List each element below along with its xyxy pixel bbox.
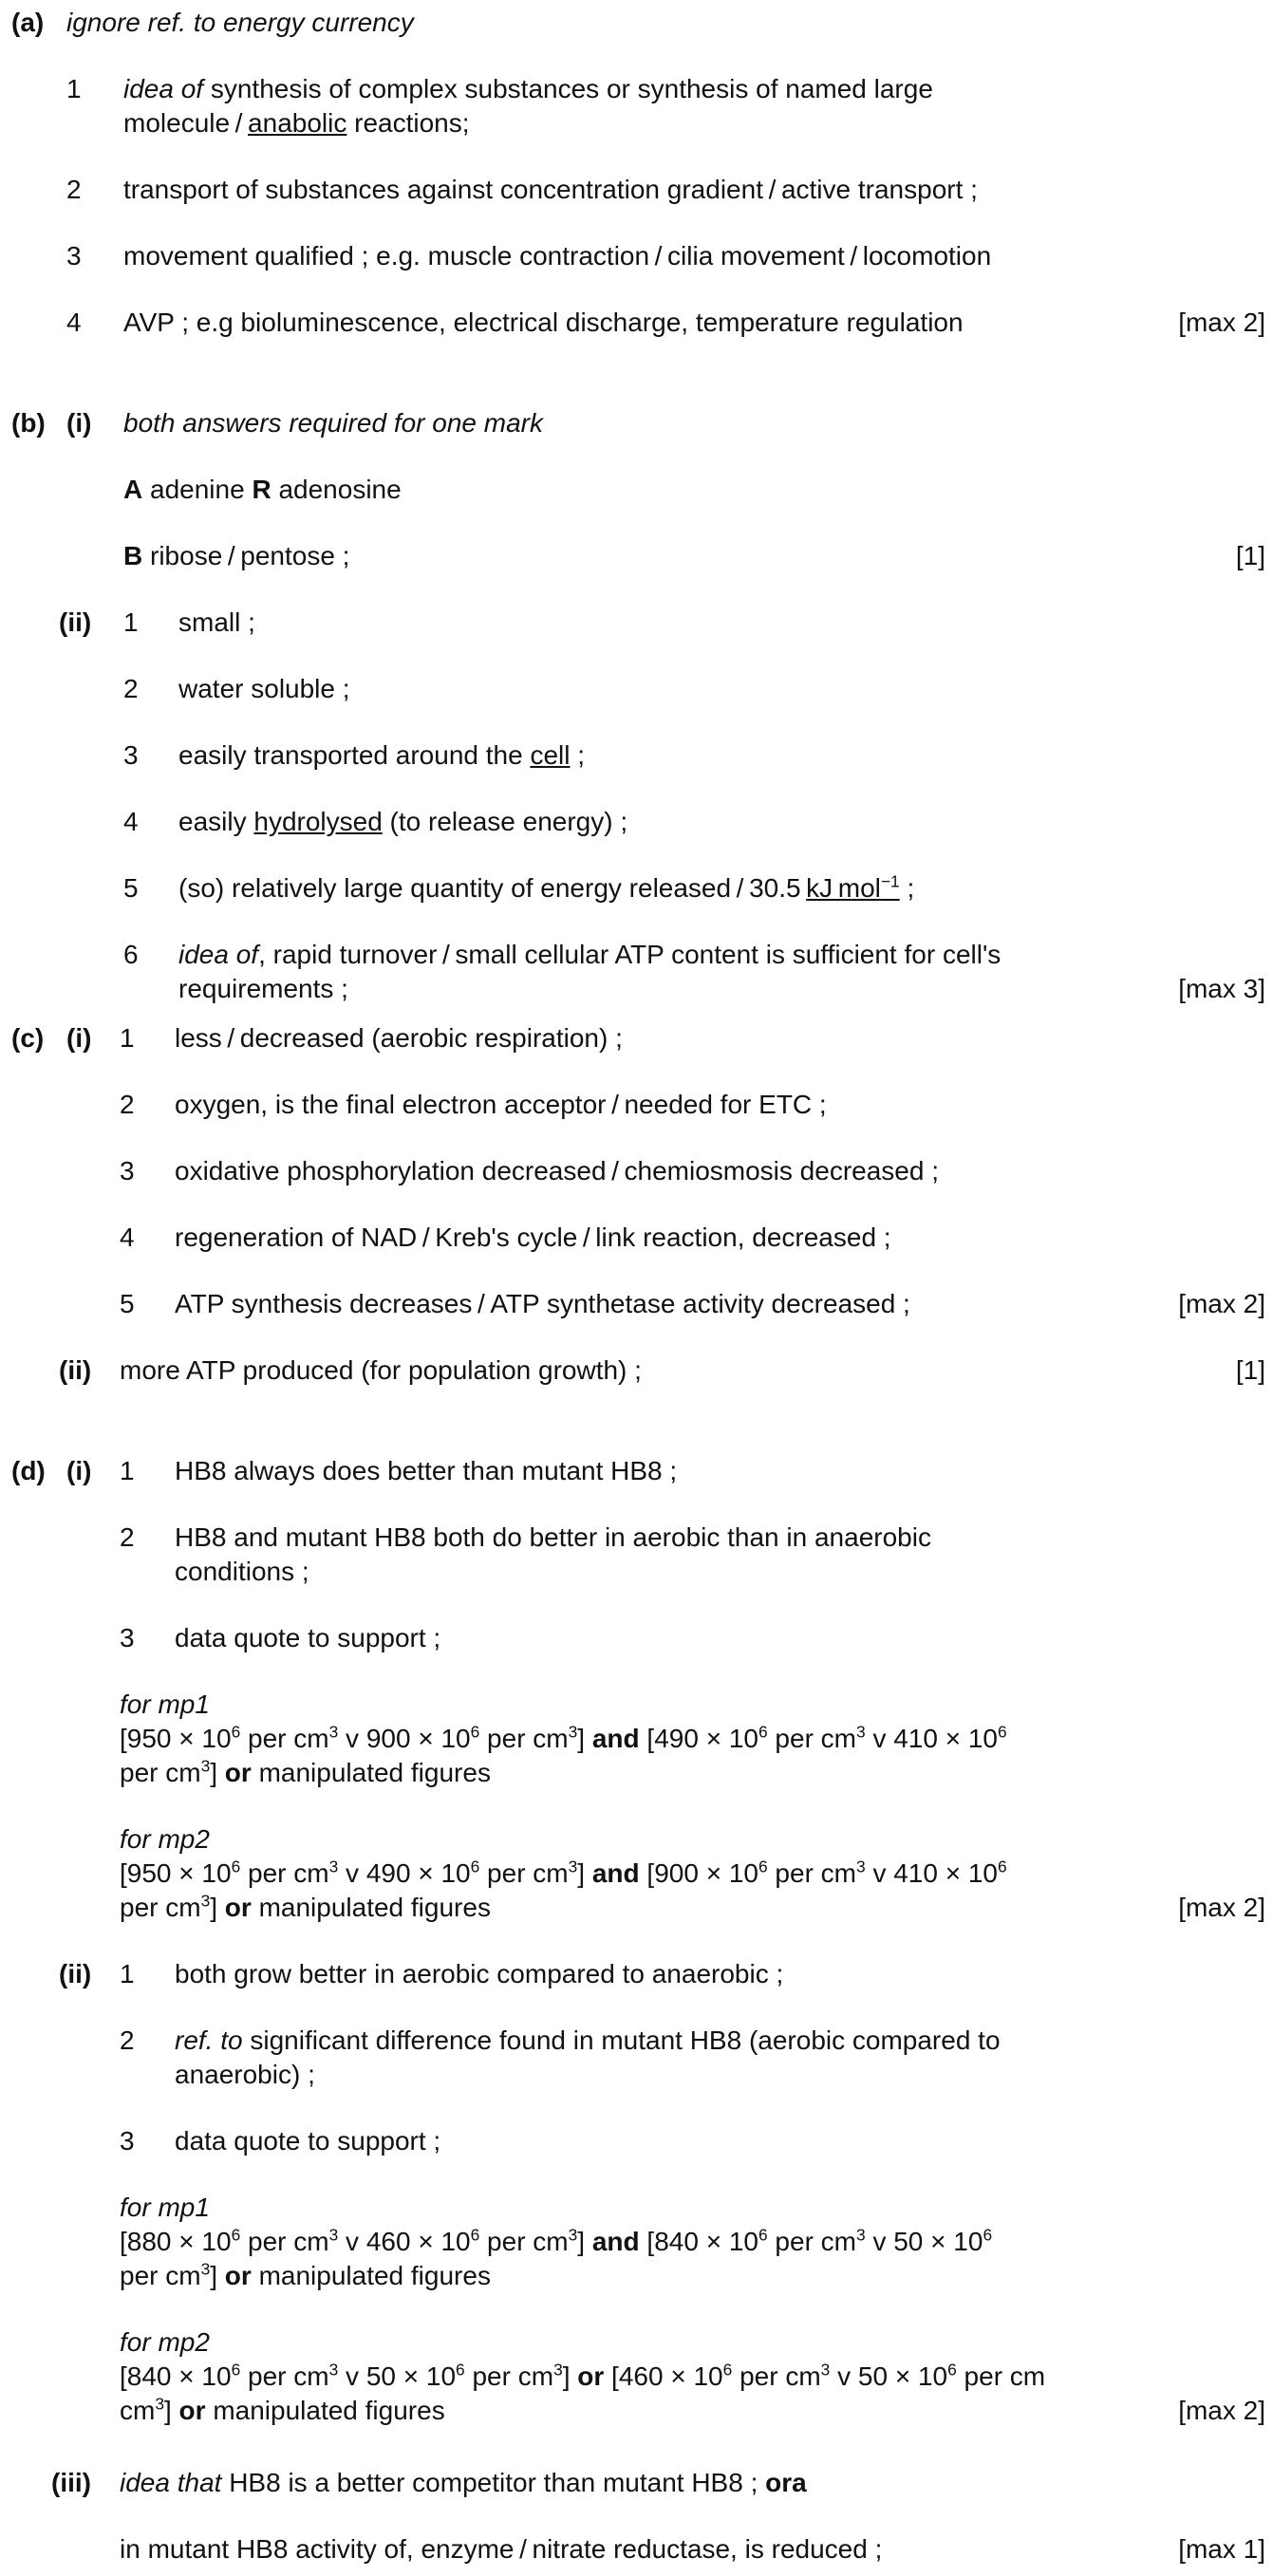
marking-point-text: less / decreased (aerobic respiration) ; xyxy=(175,1023,623,1053)
mp-label: for mp1 xyxy=(120,1689,210,1719)
mark-allocation: [max 2] xyxy=(1178,2396,1265,2425)
marking-point-text: anaerobic) ; xyxy=(175,2060,315,2089)
marking-point-text: requirements ; xyxy=(178,974,348,1003)
subpart-label: (ii) xyxy=(59,1959,92,1988)
marking-point-text: HB8 always does better than mutant HB8 ; xyxy=(175,1456,678,1485)
marking-point-text: conditions ; xyxy=(175,1557,309,1586)
marking-point-text: easily transported around the cell ; xyxy=(178,740,586,770)
subpart-label: (ii) xyxy=(59,607,92,637)
marking-point-text: ATP synthesis decreases / ATP synthetase activity decreased ; xyxy=(175,1289,910,1318)
marking-point-text: AVP ; e.g bioluminescence, electrical discharge, temperature regulation xyxy=(123,308,964,337)
marking-point-text: ref. to significant difference found in mutant HB8 (aerobic compared to xyxy=(175,2025,1001,2055)
point-number: 2 xyxy=(123,674,139,703)
marking-point-text: idea of, rapid turnover / small cellular ATP content is sufficient for cell's xyxy=(178,940,1002,969)
marking-point-text: B ribose / pentose ; xyxy=(123,541,350,570)
mark-allocation: [max 2] xyxy=(1178,1893,1265,1922)
marking-point-text: A adenine R adenosine xyxy=(123,475,402,504)
mp-label: for mp1 xyxy=(120,2193,210,2222)
point-number: 2 xyxy=(120,1090,135,1119)
mark-allocation: [max 3] xyxy=(1178,974,1265,1003)
point-number: 5 xyxy=(123,873,139,903)
point-number: 2 xyxy=(66,175,82,204)
mark-allocation: [max 2] xyxy=(1178,1289,1265,1318)
subpart-label: (i) xyxy=(66,408,92,438)
point-number: 3 xyxy=(120,1156,135,1185)
mark-allocation: [1] xyxy=(1235,541,1265,570)
point-number: 6 xyxy=(123,940,139,969)
data-quote: $cm^3$] or manipulated figures xyxy=(120,2394,445,2425)
marking-point-text: molecule / anabolic reactions; xyxy=(123,108,470,138)
point-number: 4 xyxy=(66,308,82,337)
point-number: 1 xyxy=(66,74,82,103)
marking-point-text: small ; xyxy=(178,607,255,637)
mark-allocation: [1] xyxy=(1235,1355,1265,1385)
mp-label: for mp2 xyxy=(120,1824,210,1854)
part-a-note: ignore ref. to energy currency xyxy=(66,8,414,37)
point-number: 5 xyxy=(120,1289,135,1318)
part-c-label: (c) xyxy=(11,1023,45,1053)
marking-point-text: regeneration of NAD / Kreb's cycle / link reaction, decreased ; xyxy=(175,1223,891,1252)
data-quote: [$840 \times 10^6$ per $cm^3$ v $50 \times 10^6$ per $cm^3$] or [$460 \times 10^6$ per $cm^3$ v $50 \times 10^6$ per cm xyxy=(120,2360,1046,2391)
point-number: 3 xyxy=(120,1623,135,1652)
data-quote: per $cm^3$] or manipulated figures xyxy=(120,2259,491,2290)
part-d-label: (d) xyxy=(11,1456,46,1485)
marking-note: both answers required for one mark xyxy=(123,408,543,438)
subpart-label: (i) xyxy=(66,1456,92,1485)
marking-point-text: data quote to support ; xyxy=(175,1623,441,1652)
subpart-label: (ii) xyxy=(59,1355,92,1385)
marking-point-text: idea of synthesis of complex substances or synthesis of named large xyxy=(123,74,933,103)
mp-label: for mp2 xyxy=(120,2327,210,2357)
marking-point-text: water soluble ; xyxy=(178,674,350,703)
marking-point-text: oxidative phosphorylation decreased / chemiosmosis decreased ; xyxy=(175,1156,939,1185)
marking-point-text: idea that HB8 is a better competitor than mutant HB8 ; ora xyxy=(120,2468,807,2497)
marking-point-text: transport of substances against concentration gradient / active transport ; xyxy=(123,175,978,204)
mark-allocation: [max 2] xyxy=(1178,308,1265,337)
part-b-label: (b) xyxy=(11,408,46,438)
point-number: 1 xyxy=(120,1456,135,1485)
marking-point-text: in mutant HB8 activity of, enzyme / nitrate reductase, is reduced ; xyxy=(120,2534,883,2564)
marking-point-text: HB8 and mutant HB8 both do better in aerobic than in anaerobic xyxy=(175,1522,931,1552)
point-number: 2 xyxy=(120,2025,135,2055)
marking-point-text: more ATP produced (for population growth) ; xyxy=(120,1355,642,1385)
marking-point-text: movement qualified ; e.g. muscle contraction / cilia movement / locomotion xyxy=(123,241,992,271)
point-number: 1 xyxy=(123,607,139,637)
subpart-label: (iii) xyxy=(51,2468,91,2497)
point-number: 1 xyxy=(120,1959,135,1988)
marking-point-text: (so) relatively large quantity of energy released / 30.5 kJ mol$^{-1}$ ; xyxy=(178,871,915,903)
point-number: 3 xyxy=(123,740,139,770)
data-quote: per $cm^3$] or manipulated figures xyxy=(120,1891,491,1922)
marking-point-text: easily hydrolysed (to release energy) ; xyxy=(178,807,628,836)
data-quote: [$950 \times 10^6$ per $cm^3$ v $490 \times 10^6$ per $cm^3$] and [$900 \times 10^6$ per $cm^3$ v $410 \times 10^6$ xyxy=(120,1857,1007,1888)
point-number: 4 xyxy=(120,1223,135,1252)
point-number: 4 xyxy=(123,807,139,836)
data-quote: [$950 \times 10^6$ per $cm^3$ v $900 \times 10^6$ per $cm^3$] and [$490 \times 10^6$ per $cm^3$ v $410 \times 10^6$ xyxy=(120,1722,1007,1753)
point-number: 2 xyxy=(120,1522,135,1552)
marking-point-text: oxygen, is the final electron acceptor / needed for ETC ; xyxy=(175,1090,827,1119)
marking-point-text: data quote to support ; xyxy=(175,2126,441,2156)
mark-allocation: [max 1] xyxy=(1178,2534,1265,2564)
point-number: 1 xyxy=(120,1023,135,1053)
point-number: 3 xyxy=(120,2126,135,2156)
data-quote: [$880 \times 10^6$ per $cm^3$ v $460 \times 10^6$ per $cm^3$] and [$840 \times 10^6$ per $cm^3$ v $50 \times 10^6$ xyxy=(120,2225,993,2256)
data-quote: per $cm^3$] or manipulated figures xyxy=(120,1756,491,1787)
part-a-label: (a) xyxy=(11,8,45,37)
marking-point-text: both grow better in aerobic compared to anaerobic ; xyxy=(175,1959,784,1988)
point-number: 3 xyxy=(66,241,82,271)
subpart-label: (i) xyxy=(66,1023,92,1053)
